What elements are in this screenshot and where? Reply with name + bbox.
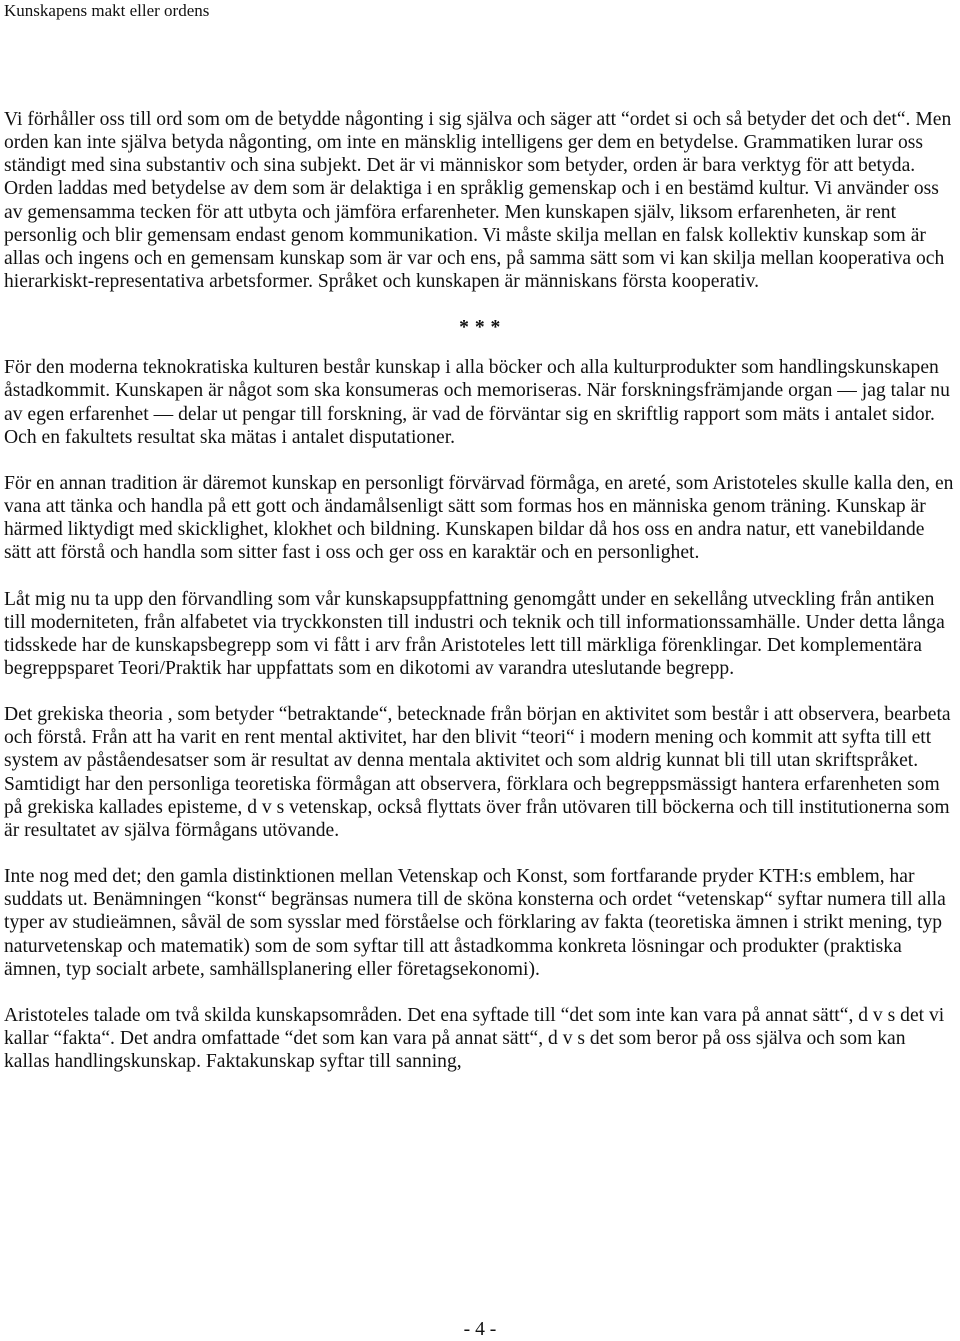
paragraph-5: Det grekiska theoria , som betyder “betraktande“, betecknade från början en aktivitet som består i att observera, bearbeta och förstå. Från att ha varit en rent mental aktivitet, har den blivit “teori“ i modern mening och kommit att syfta till ett system av påståendesatser som är resultat av denna mentala aktivitet och som aldrig kunnat bli till utan skriftspråket. Samtidigt har den personliga teoretiska förmågan att observera, förklara och begreppsmässigt hantera erfarenheten som på grekiska kallades episteme, d v s vetenskap, också flyttats över från utövaren till böckerna och till institutionerna som är resultatet av själva förmågans utövande.	[4, 704, 951, 841]
paragraph-6: Inte nog med det; den gamla distinktionen mellan Vetenskap och Konst, som fortfarande pryder KTH:s emblem, har suddats ut. Benämningen “konst“ begränsas numera till de sköna konsterna och ordet “vetenskap“ syftar numera till alla typer av studieämnen, såväl de som sysslar med förståelse och förklaring av fakta (teoretiska ämnen i strikt mening, typ naturvetenskap och matematik) som de som syftar till att åstadkomma konkreta lösningar och produkter (praktiska ämnen, typ socialt arbete, samhällsplanering eller företagsekonomi).	[4, 866, 946, 980]
paragraph-7: Aristoteles talade om två skilda kunskapsområden. Det ena syftade till “det som inte kan vara på annat sätt“, d v s det vi kallar “fakta“. Det andra omfattade “det som kan vara på annat sätt“, d v s det som beror på oss själva och som kan kallas handlingskunskap. Faktakunskap syftar till sanning,	[4, 1004, 945, 1073]
running-header: Kunskapens makt eller ordens	[4, 1, 210, 20]
section-separator: * * *	[459, 317, 501, 339]
paragraph-1: Vi förhåller oss till ord som om de betydde någonting i sig själva och säger att “ordet si och så betyder det och det“. Men orden kan inte själva betyda någonting, om inte en mänsklig intelligens ger dem en betydelse. Grammatiken lurar oss ständigt med sina substantiv och sina subjekt. Det är vi människor som betyder, orden är bara verktyg för att betyda. Orden laddas med betydelse av dem som är delaktiga i en språklig gemenskap och i en bestämd kultur. Vi använder oss av gemensamma tecken för att utbyta och jämföra erfarenheter. Men kunskapen själv, liksom erfarenheten, är rent personlig och blir gemensam endast genom kommunikation. Vi måste skilja mellan en falsk kollektiv kunskap som är allas och ingens och en gemensam kunskap som är var och ens, på samma sätt som vi kan skilja mellan kooperativa och hierarkiskt-representativa arbetsformer. Språket och kunskapen är människans första kooperativ.	[4, 109, 952, 293]
paragraph-3: För en annan tradition är däremot kunskap en personligt förvärvad förmåga, en areté, som Aristoteles skulle kalla den, en vana att tänka och handla på ett gott och ändamålsenligt sätt som formas hos en människa genom träning. Kunskap är härmed liktydigt med skicklighet, klokhet och bildning. Kunskapen bildar då hos oss en andra natur, ett vanebildande sätt att förstå och handla som sitter fast i oss och ger oss en karaktär och en personlighet.	[4, 472, 954, 564]
page-number: - 4 -	[463, 1319, 497, 1340]
paragraph-4: Låt mig nu ta upp den förvandling som vår kunskapsuppfattning genomgått under en sekellång utveckling från antiken till moderniteten, från alfabetet via tryckkonsten till industri och teknik och till informationssamhälle. Under detta långa tidsskede har de kunskapsbegrepp som vi fått i arv från Aristoteles lett till märkliga förenklingar. Det komplementära begreppsparet Teori/Praktik har uppfattats som en dikotomi av varandra uteslutande begrepp.	[4, 588, 945, 679]
body-text	[4, 108, 956, 1096]
paragraph-2: För den moderna teknokratiska kulturen består kunskap i alla böcker och alla kulturprodukter som handlingskunskapen åstadkommit. Kunskapen är något som ska konsumeras och memoriseras. När forskningsfrämjande organ — jag talar nu av egen erfarenhet — delar ut pengar till forskning, är vad de förväntar sig en skriftlig rapport som mäts i antalet sidor. Och en fakultets resultat ska mätas i antalet disputationer.	[4, 357, 950, 448]
